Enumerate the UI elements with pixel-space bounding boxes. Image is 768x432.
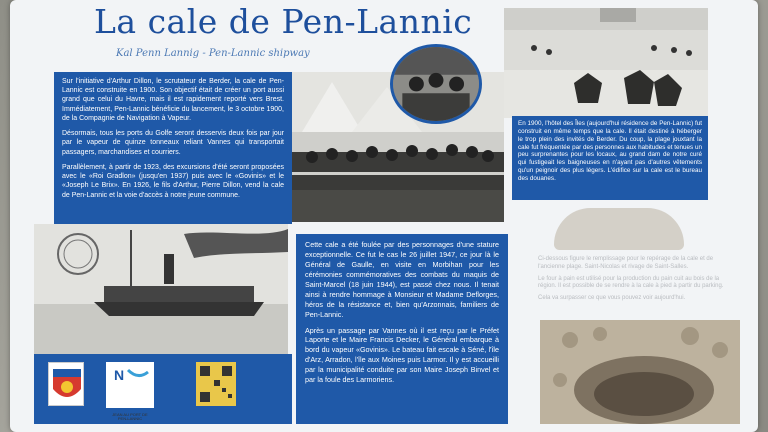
faded-paragraph-3: Cela va surpasser ce que vous pouvez voir aujourd'hui.: [538, 295, 686, 302]
hotel-paragraph: En 1900, l'hôtel des Îles (aujourd'hui résidence de Pen-Lannic) fut construit en même temps que la cale. Il était destiné à héberger le trop plein des invités de Berder. Du coup, la plage jouxtant la cale fut fréquentée par des personnes aux habitudes et tenues un peu surprenantes pour les locaux, au grand dam de notre curé qui fustigeait les baigneuses en n'ayant pas d'autres vêtements qu'un peignoir des plus légers. L'édifice sur la cale est le bureau des douanes.: [518, 120, 702, 183]
faded-text-area: [538, 256, 734, 307]
circular-portrait-photo: [390, 44, 482, 124]
svg-text:N: N: [114, 367, 125, 383]
bread-oven-photo: [540, 320, 740, 424]
panel-title: La cale de Pen-Lannic: [94, 2, 473, 41]
partner-logo: [106, 362, 154, 422]
rock-photo: [554, 208, 684, 250]
faded-paragraph-1: Ci-dessous figure le remplissage pour le repérage de la cale et de l'ancienne plage. Saint-Nicolas et rivage de Saint-Salles.: [538, 256, 714, 270]
steamboat-postcard-photo: [34, 224, 288, 354]
beach-historic-photo: [504, 8, 708, 118]
qr-code: [196, 362, 236, 406]
faded-paragraph-2: Le four à pain est utilisé pour la production du pain cuit au bois de la région. Il est possible de se rendre à la cale à pied à partir du parking.: [538, 275, 724, 290]
hotel-text-block: [512, 116, 708, 200]
prefet-paragraph: Après un passage par Vannes où il est reçu par le Préfet Laporte et le Maire Francis Decker, le Général embarque à bord du vapeur «Govinis». Le bateau fait escale à Séné, l'île d'Arz, Arradon, l'île aux Moines puis Larmor. Il y est accueilli par la municipalité conduite par son Maire Joseph Binvel et par la foule des Larmoriens.: [305, 325, 499, 385]
town-crest-logo: [48, 362, 84, 406]
de-gaulle-text-block: [296, 234, 508, 424]
excursions-paragraph: Parallèlement, à partir de 1923, des excursions d'été seront proposées avec le «Roi Gradlon» (jusqu'en 1937) puis avec le «Govinis» et le «Joseph Le Brix». En 1926, le fils d'Arthur, Pierre Dillon, vend la cale de Pen-Lannic et la voie d'accès à notre jeune commune.: [62, 163, 284, 199]
info-panel: [10, 0, 758, 432]
intro-paragraph-2: Désormais, tous les ports du Golfe seront desservis deux fois par jour par le vapeur de quinze tonneaux reliant Vannes qui transportait passagers, marchandises et courriers.: [62, 130, 284, 156]
panel-subtitle: Kal Penn Lannig - Pen-Lannic shipway: [116, 48, 310, 59]
de-gaulle-paragraph: Cette cale a été foulée par des personnages d'une stature exceptionnelle. Ce fut le cas le 26 juillet 1947, ce jour là le Général de Gaulle, en visite en Morbihan pour les cérémonies commémoratives des combats du maquis de Saint-Marcel (18 juin 1944), est passé chez nous. Il tenait ainsi à rendre hommage à Monsieur et Madame Deflorges, héros de la résistance et, bien qu'Arzonnais, familiers de Pen-Lannic.: [305, 240, 499, 319]
partner-logo-caption: JEAN AU PORT DE PEN-LANNIC: [112, 412, 148, 422]
intro-text-block: [54, 72, 292, 224]
intro-paragraph: Sur l'initiative d'Arthur Dillon, le scrutateur de Berder, la cale de Pen-Lannic est construite en 1900. Son objectif était de créer un port aussi grand que celui du Havre, mais il est rapidement reporté vers Brest. Immédiatement, Pen-Lannic bénéficie du lancement, le 3 octobre 1900, de la Compagnie de Navigation à Vapeur.: [62, 78, 284, 122]
